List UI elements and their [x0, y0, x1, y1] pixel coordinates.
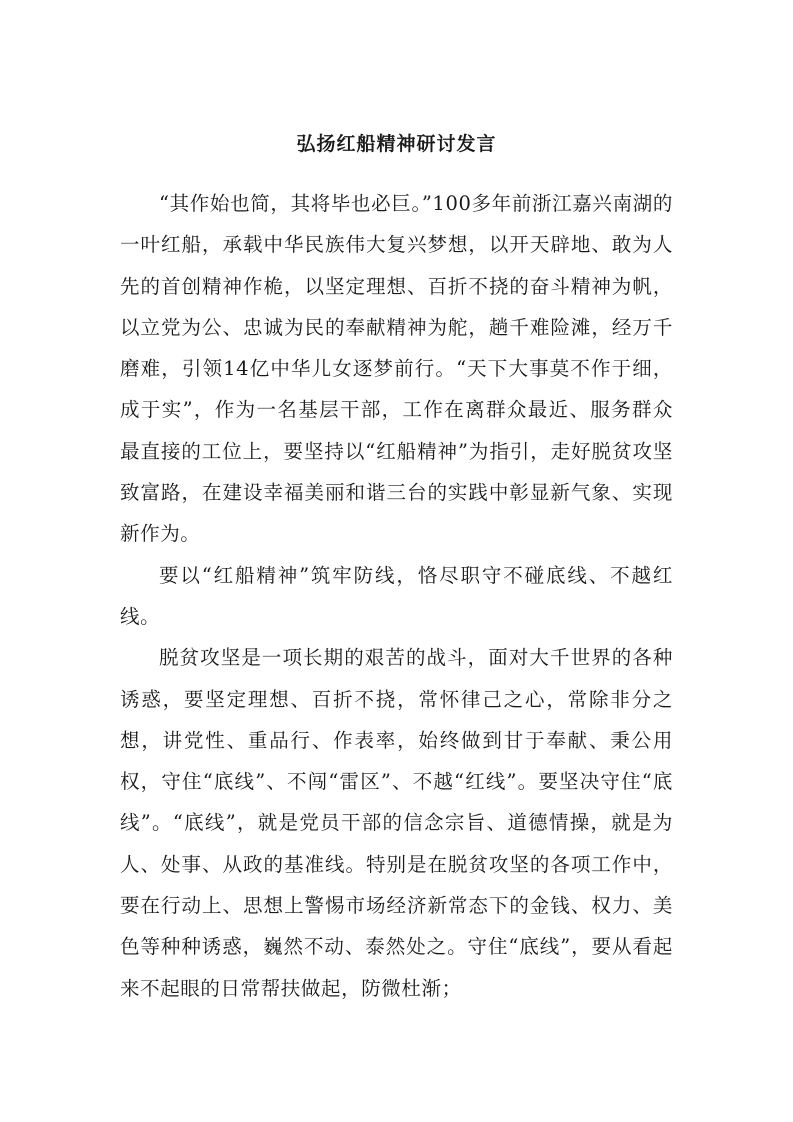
paragraph-poverty-alleviation: 脱贫攻坚是一项长期的艰苦的战斗，面对大千世界的各种诱惑，要坚定理想、百折不挠，常怀律己之心，常除非分之想，讲党性、重品行、作表率，始终做到甘于奉献、秉公用权，守住“底线”、不闯“雷区”、不越“红线”。要坚决守住“底线”。“底线”，就是党员干部的信念宗旨、道德情操，就是为人、处事、从政的基准线。特别是在脱贫攻坚的各项工作中，要在行动上、思想上警惕市场经济新常态下的金钱、权力、美色等种种诱惑，巍然不动、泰然处之。守住“底线”，要从看起来不起眼的日常帮扶做起，防微杜渐； [120, 646, 673, 1000]
paragraph-section-heading: 要以“红船精神”筑牢防线，恪尽职守不碰底线、不越红线。 [120, 563, 673, 628]
paragraph-intro: “其作始也简，其将毕也必巨。”100多年前浙江嘉兴南湖的一叶红船，承载中华民族伟大复兴梦想，以开天辟地、敢为人先的首创精神作桅，以坚定理想、百折不挠的奋斗精神为帆，以立党为公、忠诚为民的奉献精神为舵，趟千难险滩，经万千磨难，引领14亿中华儿女逐梦前行。“天下大事莫不作于细，成于实”，作为一名基层干部，工作在离群众最近、服务群众最直接的工位上，要坚持以“红船精神”为指引，走好脱贫攻坚致富路，在建设幸福美丽和谐三台的实践中彰显新气象、实现新作为。 [120, 192, 673, 546]
document-title: 弘扬红船精神研讨发言 [296, 133, 497, 155]
document-body [120, 183, 673, 1009]
